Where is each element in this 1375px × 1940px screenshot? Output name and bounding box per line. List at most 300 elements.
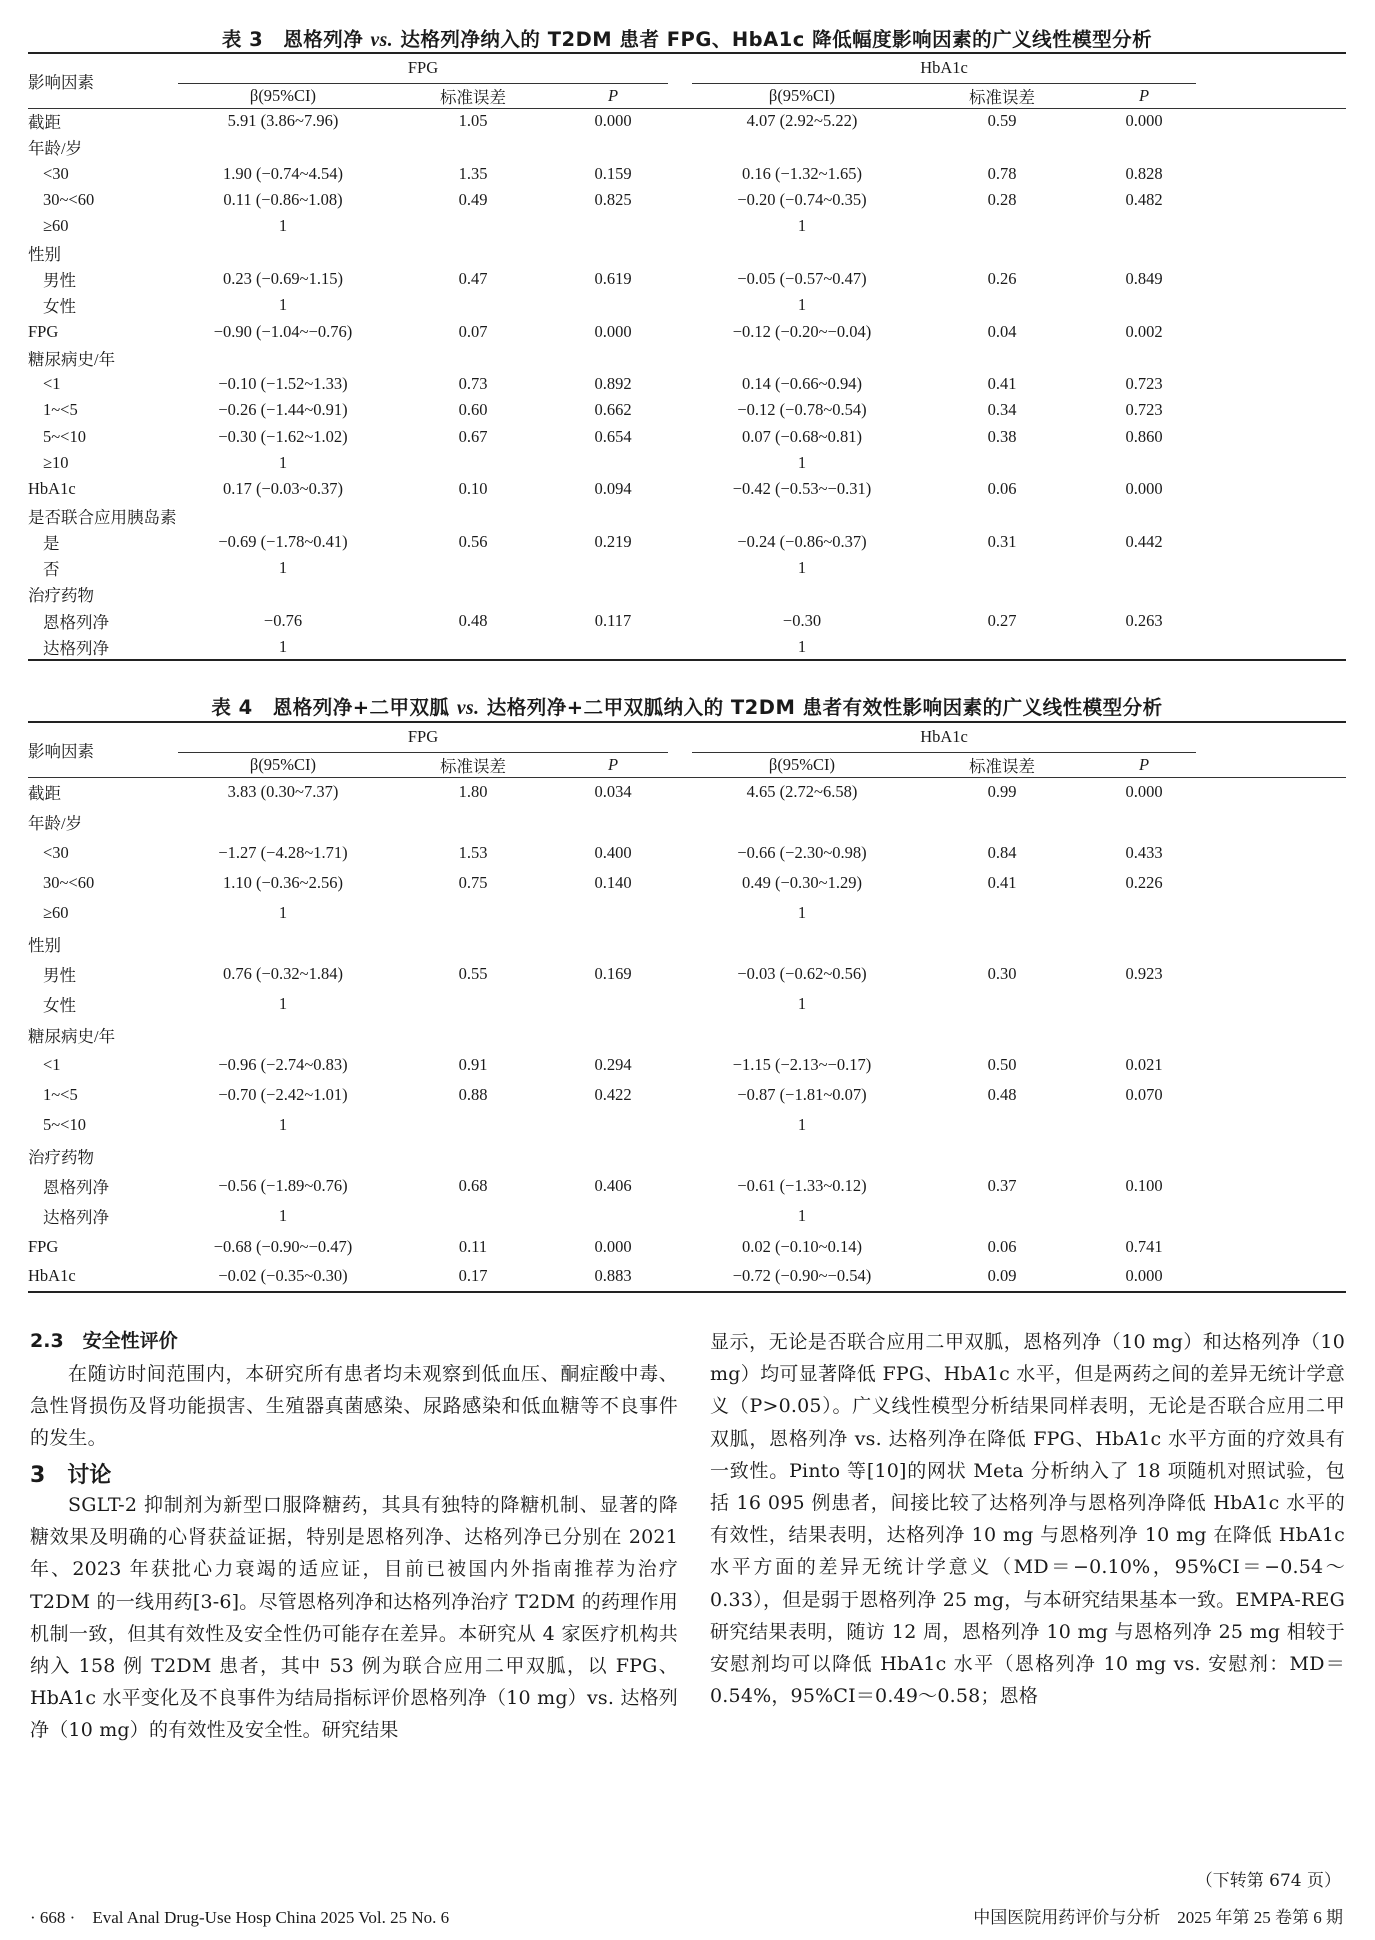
row-label: 5~<10 (43, 1115, 86, 1135)
table-row (28, 1231, 1346, 1261)
fpg-se-cell (388, 555, 558, 581)
fpg-p-cell: 0.294 (594, 1054, 632, 1074)
spacer (668, 634, 692, 660)
hba1c-beta-cell: −0.20 (−0.74~0.35) (737, 190, 867, 210)
fpg-se-cell (388, 1201, 558, 1231)
spacer (1196, 213, 1346, 239)
hba1c-p-cell: 0.263 (1125, 610, 1163, 630)
fpg-p-cell: 0.422 (594, 1085, 632, 1105)
fpg-se-cell: 0.75 (458, 873, 488, 893)
hba1c-se-cell: 0.99 (987, 782, 1017, 802)
table-row (28, 959, 1346, 989)
table-row (28, 345, 1346, 371)
fpg-se-cell (388, 1141, 558, 1171)
hba1c-p-cell: 0.741 (1125, 1236, 1163, 1256)
fpg-beta-cell: 5.91 (3.86~7.96) (227, 111, 339, 131)
hba1c-se-cell (912, 634, 1092, 660)
table3-fpg-group-header: FPG (178, 53, 668, 83)
fpg-se-cell: 0.68 (458, 1176, 488, 1195)
table-row (28, 239, 1346, 265)
row-label: 年龄/岁 (28, 139, 83, 159)
hba1c-beta-cell (692, 807, 912, 837)
row-label: 恩格列净 (43, 1178, 109, 1197)
fpg-beta-cell: 1 (278, 216, 288, 236)
row-label: 截距 (28, 113, 61, 133)
hba1c-p-cell: 0.000 (1125, 782, 1163, 802)
hba1c-beta-cell: 4.07 (2.92~5.22) (746, 111, 858, 131)
table-row (28, 134, 1346, 160)
hba1c-se-cell (912, 898, 1092, 928)
fpg-p-cell (558, 581, 668, 607)
hba1c-p-cell: 0.723 (1125, 400, 1163, 420)
section-2-3-paragraph: 在随访时间范围内，本研究所有患者均未观察到低血压、酮症酸中毒、急性肾损伤及肾功能损害、生殖器真菌感染、尿路感染和低血糖等不良事件的发生。 (30, 1363, 678, 1450)
fpg-p-cell: 0.000 (594, 111, 632, 131)
row-label: 糖尿病史/年 (28, 1026, 116, 1046)
section-3-paragraph-left: SGLT-2 抑制剂为新型口服降糖药，其具有独特的降糖机制、显著的降糖效果及明确的心肾获益证据，特别是恩格列净、达格列净已分别在 2021 年、2023 年获批心力衰竭的适应证，目前已被国内外指南推荐为治疗 T2DM 的一线用药[3-6]。尽管恩格列净和达格列净治疗 T2DM 的药理作用机制一致，但其有效性及安全性仍可能存在差异。本研究从 4 家医疗机构共纳入 158 例 T2DM 患者，其中 53 例为联合应用二甲双胍，以 FPG、HbA1c 水平变化及不良事件为结局指标评价恩格列净（10 mg）vs. 达格列净（10 mg）的有效性及安全性。研究结果 (30, 1494, 678, 1742)
row-label: 1~<5 (43, 1085, 78, 1105)
spacer (1196, 807, 1346, 837)
table4-body (28, 777, 1346, 1292)
hba1c-beta-cell: −0.24 (−0.86~0.37) (737, 531, 867, 551)
hba1c-p-cell (1092, 1019, 1196, 1049)
hba1c-p-cell (1092, 1110, 1196, 1140)
hba1c-se-cell (912, 292, 1092, 318)
row-label: 男性 (43, 270, 76, 290)
hba1c-se-cell: 0.38 (987, 426, 1017, 446)
hba1c-se-cell: 0.06 (987, 479, 1017, 499)
table3-p-header-hba1c: P (1092, 83, 1196, 108)
hba1c-beta-cell: 1 (797, 1206, 807, 1226)
hba1c-p-cell (1092, 928, 1196, 958)
hba1c-p-cell: 0.070 (1125, 1085, 1163, 1105)
row-label: 30~<60 (43, 873, 95, 893)
row-label: 达格列净 (43, 638, 109, 658)
hba1c-beta-cell: 0.16 (−1.32~1.65) (742, 163, 862, 183)
fpg-p-cell (558, 634, 668, 660)
row-label: HbA1c (28, 479, 76, 499)
hba1c-p-cell (1092, 213, 1196, 239)
table-row (28, 213, 1346, 239)
table3-title-vs: vs. (370, 30, 394, 51)
fpg-beta-cell: 0.23 (−0.69~1.15) (223, 268, 343, 288)
fpg-se-cell: 1.35 (458, 163, 488, 183)
spacer (1196, 424, 1346, 450)
spacer (1196, 1019, 1346, 1049)
hba1c-beta-cell: 1 (797, 994, 807, 1014)
table4-p-header-fpg: P (558, 752, 668, 777)
hba1c-beta-cell: −0.05 (−0.57~0.47) (737, 268, 867, 288)
spacer (668, 807, 692, 837)
table4-beta-header-fpg: β(95%CI) (178, 752, 388, 777)
fpg-se-cell (388, 581, 558, 607)
hba1c-se-cell: 0.48 (987, 1085, 1017, 1105)
spacer (1196, 1050, 1346, 1080)
table3-beta-header-fpg: β(95%CI) (178, 83, 388, 108)
hba1c-se-cell (912, 1141, 1092, 1171)
fpg-p-cell: 0.169 (594, 963, 632, 983)
table4-title (28, 692, 1346, 720)
spacer (668, 476, 692, 502)
hba1c-se-cell (912, 555, 1092, 581)
spacer (668, 1110, 692, 1140)
table3-hba1c-group-header: HbA1c (692, 53, 1196, 83)
fpg-se-cell: 1.80 (458, 782, 488, 802)
hba1c-se-cell (912, 581, 1092, 607)
hba1c-se-cell: 0.59 (987, 111, 1017, 131)
row-label: <1 (43, 1054, 61, 1074)
fpg-se-cell (388, 1019, 558, 1049)
fpg-beta-cell: 1.10 (−0.36~2.56) (223, 873, 343, 893)
row-label: 30~<60 (43, 190, 95, 210)
table-row (28, 1050, 1346, 1080)
hba1c-p-cell (1092, 450, 1196, 476)
hba1c-p-cell: 0.000 (1125, 111, 1163, 131)
spacer (668, 502, 692, 528)
hba1c-beta-cell (692, 502, 912, 528)
spacer (1196, 1110, 1346, 1140)
hba1c-p-cell: 0.723 (1125, 374, 1163, 394)
spacer (668, 608, 692, 634)
table-row (28, 928, 1346, 958)
spacer (1196, 345, 1346, 371)
spacer (1196, 581, 1346, 607)
fpg-p-cell (558, 502, 668, 528)
row-label: 否 (43, 560, 60, 580)
table4-se-header-fpg: 标准误差 (388, 752, 558, 777)
fpg-p-cell: 0.219 (594, 531, 632, 551)
table-row (28, 777, 1346, 807)
fpg-p-cell (558, 1201, 668, 1231)
row-label: <30 (43, 842, 69, 862)
hba1c-se-cell (912, 450, 1092, 476)
spacer (1196, 555, 1346, 581)
fpg-beta-cell (178, 345, 388, 371)
hba1c-se-cell (912, 345, 1092, 371)
fpg-p-cell (558, 1110, 668, 1140)
spacer (668, 345, 692, 371)
row-label: 年龄/岁 (28, 814, 83, 834)
spacer (668, 266, 692, 292)
hba1c-beta-cell (692, 239, 912, 265)
hba1c-p-cell: 0.002 (1125, 321, 1163, 341)
table-row (28, 608, 1346, 634)
hba1c-se-cell (912, 989, 1092, 1019)
spacer (1196, 1201, 1346, 1231)
table-row (28, 450, 1346, 476)
row-label: 糖尿病史/年 (28, 349, 116, 369)
spacer (668, 959, 692, 989)
spacer (668, 397, 692, 423)
table-row (28, 1201, 1346, 1231)
row-label: 截距 (28, 784, 61, 804)
spacer (1196, 838, 1346, 868)
hba1c-se-cell (912, 807, 1092, 837)
fpg-p-cell (558, 292, 668, 318)
fpg-beta-cell: −0.90 (−1.04~−0.76) (213, 321, 353, 341)
hba1c-se-cell: 0.06 (987, 1236, 1017, 1256)
fpg-se-cell: 0.67 (458, 426, 488, 446)
fpg-beta-cell (178, 134, 388, 160)
fpg-p-cell: 0.406 (594, 1176, 632, 1195)
row-label: 5~<10 (43, 426, 86, 446)
table-row (28, 318, 1346, 344)
hba1c-se-cell: 0.28 (987, 190, 1017, 210)
fpg-se-cell (388, 134, 558, 160)
fpg-se-cell (388, 989, 558, 1019)
fpg-p-cell (558, 213, 668, 239)
hba1c-p-cell (1092, 134, 1196, 160)
fpg-p-cell (558, 898, 668, 928)
fpg-se-cell: 1.05 (458, 111, 488, 131)
spacer (1196, 292, 1346, 318)
table4-title-suffix: 达格列净+二甲双胍纳入的 T2DM 患者有效性影响因素的广义线性模型分析 (479, 696, 1163, 719)
spacer (668, 161, 692, 187)
hba1c-beta-cell (692, 1141, 912, 1171)
table3-title-prefix: 表 3 恩格列净 (221, 28, 371, 51)
hba1c-beta-cell: 0.02 (−0.10~0.14) (742, 1236, 862, 1256)
hba1c-se-cell: 0.04 (987, 321, 1017, 341)
fpg-se-cell (388, 239, 558, 265)
hba1c-se-cell: 0.37 (987, 1176, 1017, 1195)
spacer (1196, 450, 1346, 476)
spacer (668, 581, 692, 607)
fpg-beta-cell: 1 (278, 636, 288, 656)
row-label: ≥60 (43, 216, 69, 236)
spacer (1196, 928, 1346, 958)
footer-left: · 668 · Eval Anal Drug-Use Hosp China 2025 Vol. 25 No. 6 (30, 1908, 450, 1927)
hba1c-p-cell: 0.482 (1125, 190, 1163, 210)
table3-se-header-hba1c: 标准误差 (912, 83, 1092, 108)
fpg-se-cell (388, 928, 558, 958)
hba1c-p-cell: 0.000 (1125, 1266, 1163, 1286)
hba1c-se-cell: 0.26 (987, 268, 1017, 288)
table3-beta-header-hba1c: β(95%CI) (692, 83, 912, 108)
spacer (668, 108, 692, 134)
fpg-se-cell: 0.48 (458, 610, 488, 630)
hba1c-beta-cell: 1 (797, 1115, 807, 1135)
hba1c-beta-cell (692, 134, 912, 160)
fpg-beta-cell: 1 (278, 295, 288, 315)
fpg-beta-cell: 0.11 (−0.86~1.08) (223, 190, 343, 210)
hba1c-beta-cell (692, 581, 912, 607)
spacer (668, 187, 692, 213)
spacer (1196, 371, 1346, 397)
footer-right: 中国医院用药评价与分析 2025 年第 25 卷第 6 期 (973, 1908, 1343, 1927)
row-label: 性别 (28, 935, 61, 955)
hba1c-se-cell: 0.31 (987, 531, 1017, 551)
hba1c-se-cell: 0.41 (987, 374, 1017, 394)
fpg-p-cell: 0.117 (594, 610, 632, 630)
table-row (28, 161, 1346, 187)
spacer (668, 777, 692, 807)
hba1c-se-cell (912, 1201, 1092, 1231)
hba1c-p-cell (1092, 898, 1196, 928)
hba1c-beta-cell: 4.65 (2.72~6.58) (746, 782, 858, 802)
table-row (28, 838, 1346, 868)
fpg-beta-cell (178, 239, 388, 265)
spacer (668, 318, 692, 344)
spacer (1196, 1171, 1346, 1201)
row-label: 达格列净 (43, 1208, 109, 1228)
continued-note: （下转第 674 页） (1195, 1871, 1341, 1891)
row-label: 女性 (43, 297, 76, 317)
spacer (668, 134, 692, 160)
row-label: 性别 (28, 244, 61, 264)
fpg-p-cell (558, 1141, 668, 1171)
table-row (28, 555, 1346, 581)
hba1c-beta-cell: −0.03 (−0.62~0.56) (737, 963, 867, 983)
hba1c-p-cell (1092, 581, 1196, 607)
fpg-beta-cell: −0.56 (−1.89~0.76) (218, 1176, 348, 1195)
spacer (668, 555, 692, 581)
hba1c-beta-cell: 1 (797, 453, 807, 472)
row-label: ≥10 (43, 453, 69, 472)
hba1c-p-cell (1092, 634, 1196, 660)
section-3-heading: 3 讨论 (30, 1463, 112, 1488)
hba1c-beta-cell: 0.49 (−0.30~1.29) (742, 873, 862, 893)
spacer (668, 838, 692, 868)
fpg-se-cell: 0.73 (458, 374, 488, 394)
fpg-beta-cell: −0.76 (263, 610, 303, 630)
hba1c-p-cell: 0.000 (1125, 479, 1163, 499)
spacer (1196, 898, 1346, 928)
spacer (1196, 161, 1346, 187)
fpg-se-cell: 0.07 (458, 321, 488, 341)
fpg-se-cell (388, 450, 558, 476)
spacer (1196, 318, 1346, 344)
hba1c-p-cell (1092, 1201, 1196, 1231)
row-label: 恩格列净 (43, 612, 109, 632)
table-row (28, 807, 1346, 837)
spacer (668, 529, 692, 555)
table4-factor-header: 影响因素 (28, 722, 178, 777)
table3-factor-header: 影响因素 (28, 53, 178, 108)
hba1c-beta-cell: −0.87 (−1.81~0.07) (737, 1085, 867, 1105)
hba1c-beta-cell: 1 (797, 558, 807, 578)
spacer (1196, 1141, 1346, 1171)
table-row (28, 868, 1346, 898)
table4-fpg-group-header: FPG (178, 722, 668, 752)
hba1c-p-cell (1092, 555, 1196, 581)
row-label: 治疗药物 (28, 586, 94, 606)
hba1c-se-cell: 0.41 (987, 873, 1017, 893)
spacer (668, 1080, 692, 1110)
hba1c-p-cell (1092, 345, 1196, 371)
table3-se-header-fpg: 标准误差 (388, 83, 558, 108)
table-row (28, 1080, 1346, 1110)
spacer (1196, 187, 1346, 213)
fpg-beta-cell: 1 (278, 1115, 288, 1135)
hba1c-p-cell: 0.849 (1125, 268, 1163, 288)
section-3-paragraph-right: 显示，无论是否联合应用二甲双胍，恩格列净（10 mg）和达格列净（10 mg）均可显著降低 FPG、HbA1c 水平，但是两药之间的差异无统计学意义（P>0.05）。广义线性模型分析结果同样表明，无论是否联合应用二甲双胍，恩格列净 vs. 达格列净在降低 FPG、HbA1c 水平方面的疗效具有一致性。Pinto 等[10]的网状 Meta 分析纳入了 18 项随机对照试验，包括 16 095 例患者，间接比较了达格列净与恩格列净降低 HbA1c 水平的有效性，结果表明，达格列净 10 mg 与恩格列净 10 mg 在降低 HbA1c 水平方面的差异无统计学意义（MD＝−0.10%，95%CI＝−0.54～0.33），但是弱于恩格列净 25 mg，与本研究结果基本一致。EMPA-REG 研究结果表明，随访 12 周，恩格列净 10 mg 与恩格列净 25 mg 相较于安慰剂均可以降低 HbA1c 水平（恩格列净 10 mg vs. 安慰剂：MD＝0.54%，95%CI＝0.49～0.58；恩格 (710, 1331, 1345, 1708)
hba1c-p-cell: 0.433 (1125, 842, 1163, 862)
spacer (668, 213, 692, 239)
hba1c-p-cell: 0.100 (1125, 1176, 1163, 1195)
hba1c-beta-cell (692, 345, 912, 371)
hba1c-p-cell (1092, 1141, 1196, 1171)
table-row (28, 108, 1346, 134)
hba1c-beta-cell: 0.07 (−0.68~0.81) (742, 426, 862, 446)
spacer (668, 868, 692, 898)
table-row (28, 898, 1346, 928)
hba1c-se-cell (912, 928, 1092, 958)
fpg-p-cell: 0.400 (594, 842, 632, 862)
hba1c-p-cell: 0.442 (1125, 531, 1163, 551)
fpg-beta-cell (178, 1019, 388, 1049)
fpg-beta-cell: −0.70 (−2.42~1.01) (218, 1085, 348, 1105)
fpg-beta-cell: 1 (278, 903, 288, 923)
hba1c-beta-cell: −0.61 (−1.33~0.12) (737, 1176, 867, 1195)
fpg-se-cell: 0.17 (458, 1266, 488, 1286)
fpg-se-cell (388, 1110, 558, 1140)
fpg-se-cell: 0.60 (458, 400, 488, 420)
spacer (1196, 397, 1346, 423)
hba1c-se-cell: 0.30 (987, 963, 1017, 983)
hba1c-beta-cell: 1 (797, 295, 807, 315)
fpg-beta-cell: 0.76 (−0.32~1.84) (223, 963, 343, 983)
row-label: 是 (43, 533, 60, 553)
table3-p-header-fpg: P (558, 83, 668, 108)
fpg-beta-cell: −0.26 (−1.44~0.91) (218, 400, 348, 420)
table4-title-prefix: 表 4 恩格列净+二甲双胍 (211, 696, 457, 719)
hba1c-beta-cell: −0.12 (−0.78~0.54) (737, 400, 867, 420)
fpg-p-cell (558, 239, 668, 265)
spacer (668, 1171, 692, 1201)
hba1c-beta-cell (692, 1019, 912, 1049)
fpg-beta-cell: 1.90 (−0.74~4.54) (223, 163, 343, 183)
table-row (28, 397, 1346, 423)
row-label: <1 (43, 374, 61, 394)
hba1c-beta-cell: 1 (797, 636, 807, 656)
spacer (1196, 777, 1346, 807)
table3-body (28, 108, 1346, 660)
hba1c-p-cell: 0.860 (1125, 426, 1163, 446)
table-row (28, 371, 1346, 397)
fpg-beta-cell: 1 (278, 994, 288, 1014)
spacer (1196, 989, 1346, 1019)
fpg-p-cell: 0.094 (594, 479, 632, 499)
fpg-beta-cell: −0.02 (−0.35~0.30) (218, 1266, 348, 1286)
spacer (1196, 1080, 1346, 1110)
spacer (1196, 239, 1346, 265)
row-label: 女性 (43, 996, 76, 1016)
hba1c-p-cell (1092, 502, 1196, 528)
table-row (28, 581, 1346, 607)
fpg-p-cell: 0.825 (594, 190, 632, 210)
spacer (668, 239, 692, 265)
hba1c-se-cell (912, 213, 1092, 239)
hba1c-p-cell: 0.021 (1125, 1054, 1163, 1074)
fpg-beta-cell: 1 (278, 558, 288, 578)
hba1c-beta-cell: −0.72 (−0.90~−0.54) (732, 1266, 872, 1286)
table4 (28, 721, 1346, 1293)
table-row (28, 989, 1346, 1019)
row-label: <30 (43, 163, 69, 183)
hba1c-se-cell: 0.09 (987, 1266, 1017, 1286)
fpg-p-cell: 0.883 (594, 1266, 632, 1286)
fpg-se-cell: 0.10 (458, 479, 488, 499)
fpg-beta-cell: −0.69 (−1.78~0.41) (218, 531, 348, 551)
table4-hba1c-group-header: HbA1c (692, 722, 1196, 752)
hba1c-se-cell: 0.84 (987, 842, 1017, 862)
spacer (1196, 529, 1346, 555)
hba1c-beta-cell: 0.14 (−0.66~0.94) (742, 374, 862, 394)
fpg-se-cell (388, 807, 558, 837)
hba1c-p-cell: 0.226 (1125, 873, 1163, 893)
table-row (28, 529, 1346, 555)
table4-se-header-hba1c: 标准误差 (912, 752, 1092, 777)
fpg-p-cell (558, 555, 668, 581)
